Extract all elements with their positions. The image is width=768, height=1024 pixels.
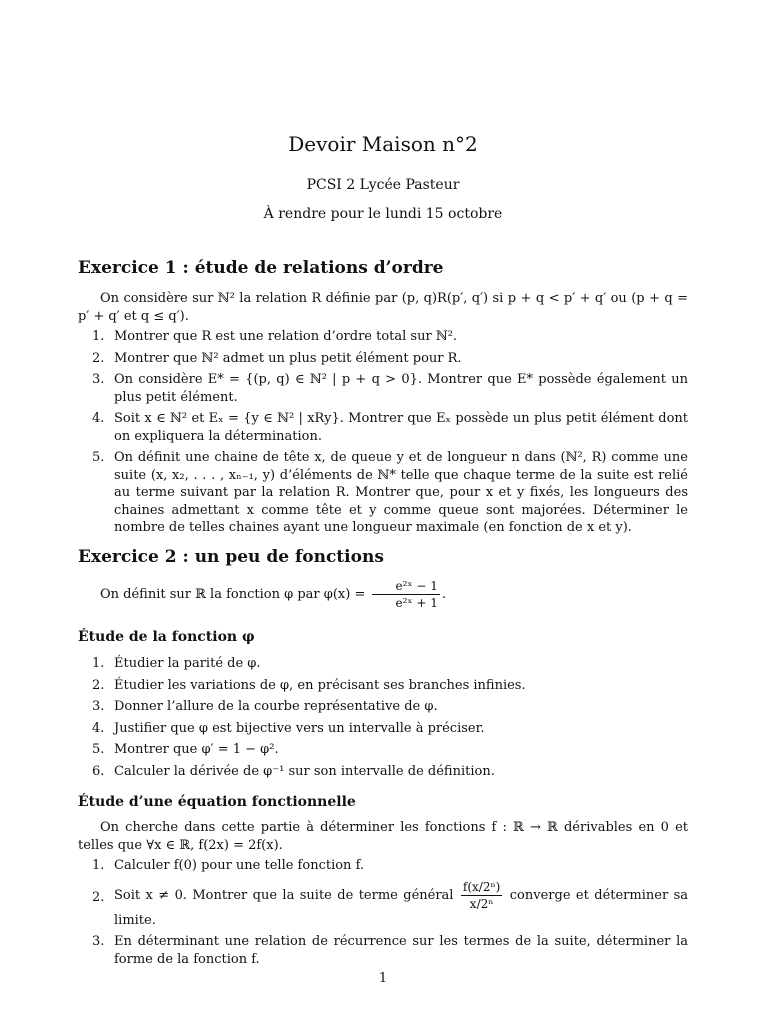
list-item: 2. Soit x ≠ 0. Montrer que la suite de terme général $\frac{\text{f(x/2ⁿ)}}{\text{x/2ⁿ}}$ converge et déterminer sa limite.: [92, 879, 688, 928]
document-title: Devoir Maison n°2: [288, 132, 478, 156]
list-item: 4. Justifier que φ est bijective vers un intervalle à préciser.: [92, 720, 485, 736]
functional-equation-intro: On cherche dans cette partie à déterminer les fonctions f : ℝ → ℝ dérivables en 0 et telles que ∀x ∈ ℝ, f(2x) = 2f(x).: [78, 820, 688, 853]
due-date: À rendre pour le lundi 15 octobre: [263, 206, 503, 222]
phi-study-list: [78, 655, 688, 784]
exercise-1-heading: Exercice 1 : étude de relations d’ordre: [78, 258, 444, 278]
list-item: 6. Calculer la dérivée de φ⁻¹ sur son intervalle de définition.: [92, 763, 495, 779]
exercise-1-list: [78, 328, 688, 541]
subsection-phi-heading: Étude de la fonction φ: [78, 629, 255, 645]
list-item: 2. Étudier les variations de φ, en précisant ses branches infinies.: [92, 677, 526, 693]
subsection-functional-equation-heading: Étude d’une équation fonctionnelle: [78, 794, 356, 810]
list-item: 1. Montrer que R est une relation d’ordre total sur ℕ².: [92, 329, 458, 344]
list-item: 1. Calculer f(0) pour une telle fonction f.: [92, 858, 365, 873]
exercise-2-heading: Exercice 2 : un peu de fonctions: [78, 547, 384, 567]
list-item: 3. Donner l’allure de la courbe représentative de φ.: [92, 699, 438, 715]
list-item: 5. On définit une chaine de tête x, de queue y et de longueur n dans (ℕ², R) comme une suite (x, x₂, . . . , xₙ₋₁, y) d’éléments de ℕ* telle que chaque terme de la suite est relié au terme suivant par la relation R. Montrer que, pour x et y fixés, les longueurs des chaines admettant x comme tête et y comme queue sont majorées. Déterminer le nombre de telles chaines ayant une longueur maximale (en fonction de x et y).: [92, 450, 688, 536]
list-item: 5. Montrer que φ′ = 1 − φ².: [92, 742, 279, 758]
list-item: 1. Étudier la parité de φ.: [92, 656, 261, 671]
exercise-2-intro: On définit sur ℝ la fonction φ par φ(x) = $\frac{\text{e²ˣ − 1}}{\text{e²ˣ + 1}}$ .: [100, 579, 446, 611]
phi-definition-fraction: $\frac{\text{e²ˣ − 1}}{\text{e²ˣ + 1}}$: [372, 578, 440, 611]
list-item: 3. En déterminant une relation de récurrence sur les termes de la suite, déterminer la forme de la fonction f.: [92, 934, 688, 968]
list-item: 2. Montrer que ℕ² admet un plus petit élément pour R.: [92, 350, 462, 366]
list-item: 3. On considère E* = {(p, q) ∈ ℕ² | p + q > 0}. Montrer que E* possède également un plus petit élément.: [92, 372, 688, 405]
exercise-1-intro: On considère sur ℕ² la relation R définie par (p, q)R(p′, q′) si p + q < p′ + q′ ou (p + q = p′ + q′ et q ≤ q′).: [78, 291, 688, 324]
page-number: 1: [378, 971, 388, 986]
list-item: 4. Soit x ∈ ℕ² et Eₓ = {y ∈ ℕ² | xRy}. Montrer que Eₓ possède un plus petit élément dont on expliquera la détermination.: [92, 411, 688, 444]
class-name: PCSI 2 Lycée Pasteur: [306, 177, 460, 193]
sequence-term-fraction: $\frac{\text{f(x/2ⁿ)}}{\text{x/2ⁿ}}$: [462, 879, 501, 911]
functional-equation-list: [78, 857, 688, 973]
